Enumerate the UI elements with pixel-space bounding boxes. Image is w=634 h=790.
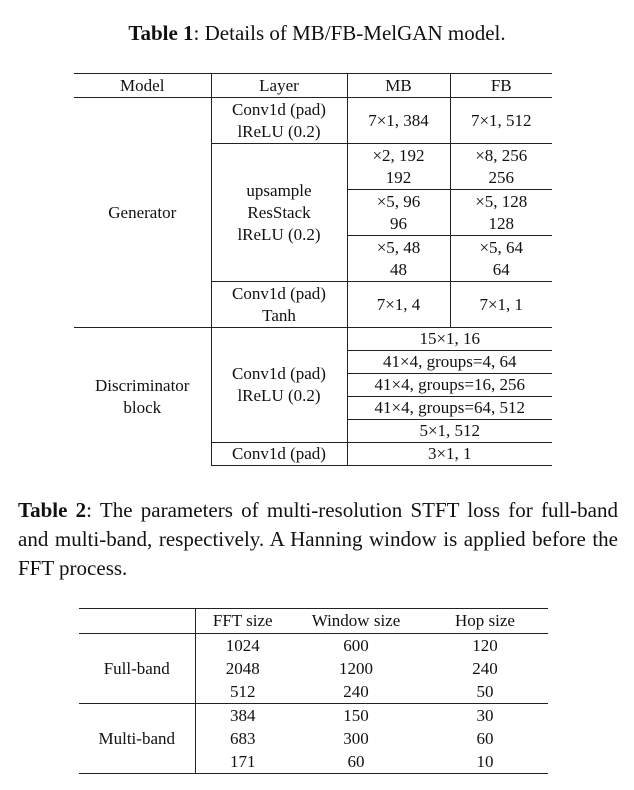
table-cell: 683 (230, 728, 256, 748)
table-row (74, 328, 552, 351)
table-cell: 120 (472, 635, 498, 655)
value-cell: 7×1, 384 (347, 98, 450, 144)
value-cell (347, 144, 450, 190)
table-cell: 60 (290, 750, 422, 774)
group-label-full-band: Full-band (79, 634, 195, 704)
table-cell: 384 (195, 704, 290, 728)
value-line: ×5, 96 (376, 191, 421, 211)
layer-line: lReLU (0.2) (237, 121, 321, 141)
value-cell: 41×4, groups=64, 512 (347, 397, 552, 420)
value-line: ×5, 128 (475, 191, 528, 211)
layer-cell (211, 144, 347, 282)
value-line: 192 (385, 167, 412, 187)
table-cell: 600 (343, 635, 369, 655)
value-cell: 3×1, 1 (347, 443, 552, 466)
value-cell: 5×1, 512 (347, 420, 552, 443)
layer-line: Tanh (262, 305, 296, 325)
header-hop-size: Hop size (422, 609, 548, 634)
value-cell: 15×1, 16 (347, 328, 552, 351)
layer-line: lReLU (0.2) (237, 224, 321, 244)
table2-caption (18, 496, 618, 583)
value-line: ×8, 256 (475, 145, 528, 165)
value-line: 64 (492, 259, 510, 279)
table1-header-row (74, 74, 552, 98)
value-cell: 7×1, 512 (450, 98, 552, 144)
table2 (79, 608, 548, 774)
value-line: ×2, 192 (372, 145, 425, 165)
layer-cell (211, 282, 347, 328)
table-cell: 50 (476, 681, 494, 701)
table-cell: 512 (230, 681, 256, 701)
layer-line: Conv1d (pad) (232, 283, 326, 303)
generator-label: Generator (74, 98, 211, 328)
label-line: block (123, 397, 162, 417)
table-cell: 150 (290, 704, 422, 728)
table1-caption-label: Table 1 (128, 21, 194, 45)
layer-line: lReLU (0.2) (237, 386, 321, 405)
table1 (74, 73, 552, 466)
value-line: 48 (390, 259, 407, 279)
layer-cell (211, 328, 347, 443)
header-layer: Layer (211, 74, 347, 98)
value-cell (347, 236, 450, 282)
table2-caption-label: Table 2 (18, 498, 87, 522)
table1-caption-text: : Details of MB/FB-MelGAN model. (193, 21, 506, 45)
table-cell: 240 (343, 681, 369, 701)
table-cell: 1200 (339, 658, 373, 678)
value-cell (450, 236, 552, 282)
group-label-multi-band: Multi-band (79, 704, 195, 774)
discriminator-label (74, 328, 211, 466)
value-cell: 7×1, 1 (479, 294, 524, 314)
header-empty (79, 609, 195, 634)
value-line: 128 (488, 213, 514, 233)
header-fb: FB (450, 74, 552, 98)
layer-cell (211, 98, 347, 144)
header-window-size: Window size (290, 609, 422, 634)
table1-caption (0, 20, 634, 46)
layer-line: upsample (246, 180, 312, 200)
table2-header-row (79, 609, 548, 634)
label-line: Discriminator (95, 375, 190, 395)
layer-cell: Conv1d (pad) (211, 443, 347, 466)
layer-line: Conv1d (pad) (232, 364, 326, 383)
value-cell: 41×4, groups=16, 256 (347, 374, 552, 397)
value-line: ×5, 48 (376, 237, 421, 257)
table2-caption-text: : The parameters of multi-resolution STFT loss for full-band and multi-band, respectively. A Hanning window is applied before the FFT process. (18, 498, 618, 580)
value-cell: 41×4, groups=4, 64 (347, 351, 552, 374)
value-cell (450, 190, 552, 236)
table-cell: 240 (472, 658, 498, 678)
table-cell: 300 (343, 728, 369, 748)
value-cell: 7×1, 4 (347, 282, 450, 328)
value-cell (450, 144, 552, 190)
header-fft-size: FFT size (195, 609, 290, 634)
value-line: 96 (390, 213, 407, 233)
value-line: ×5, 64 (479, 237, 524, 257)
table-row (79, 634, 548, 658)
table-cell: 60 (476, 728, 494, 748)
table-row (74, 98, 552, 144)
table-cell: 2048 (225, 658, 260, 678)
layer-line: ResStack (247, 202, 311, 222)
header-mb: MB (347, 74, 450, 98)
table-cell: 30 (422, 704, 548, 728)
value-line: 256 (488, 167, 514, 187)
table-cell: 1024 (225, 635, 260, 655)
value-cell (347, 190, 450, 236)
table-cell: 171 (195, 750, 290, 774)
table-cell: 10 (422, 750, 548, 774)
header-model: Model (74, 74, 211, 98)
layer-line: Conv1d (pad) (232, 99, 326, 119)
table-row (79, 704, 548, 728)
